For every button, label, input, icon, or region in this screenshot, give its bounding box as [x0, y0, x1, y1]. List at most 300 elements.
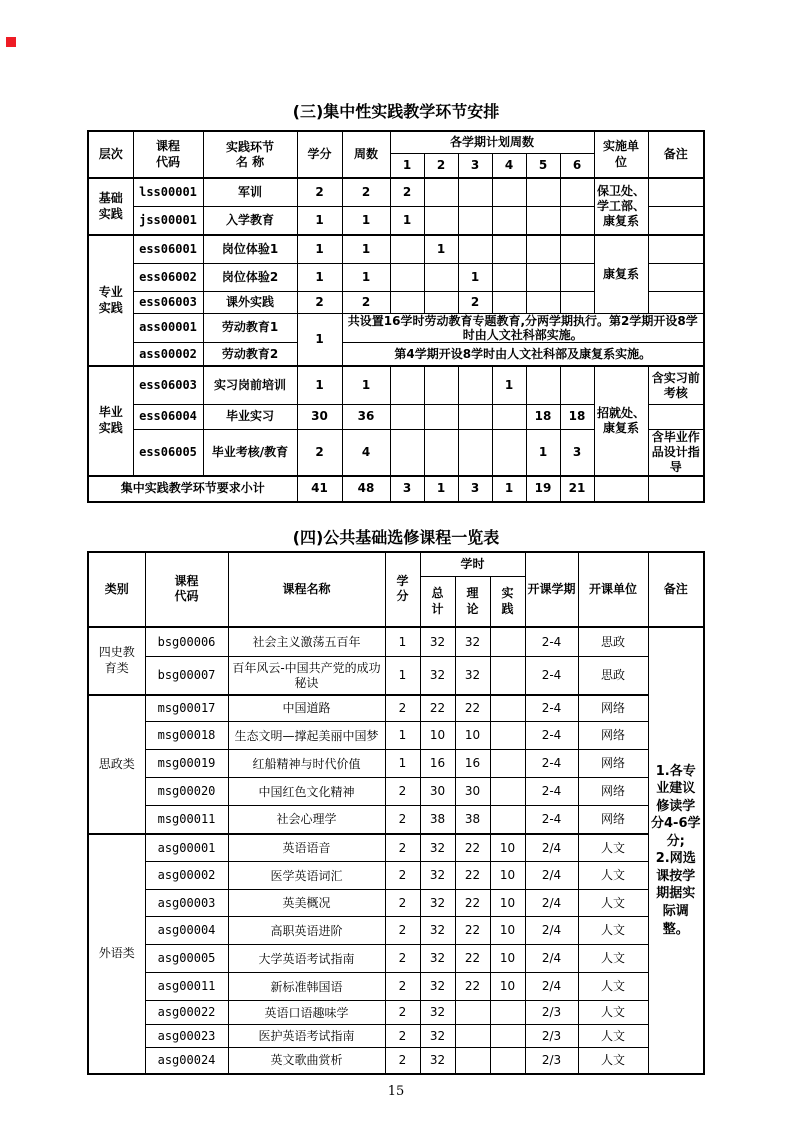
level-label: 专业实践	[98, 285, 123, 315]
elective-courses-table	[87, 551, 705, 1075]
header-course-code	[145, 552, 228, 627]
term-cell: 2/4	[525, 890, 578, 917]
term-cell: 2-4	[525, 627, 578, 657]
header-hours-practice-label: 实践	[501, 585, 514, 616]
sem-cell	[492, 429, 526, 476]
sem-cell	[560, 366, 594, 404]
sem-cell: 1	[424, 235, 458, 263]
sem-cell	[492, 178, 526, 206]
sem-cell: 18	[560, 404, 594, 429]
course-name: 实习岗前培训	[203, 366, 297, 404]
sem-cell: 1	[390, 206, 424, 235]
hours-theory-cell: 22	[455, 695, 490, 722]
course-code: msg00017	[145, 695, 228, 722]
course-name: 英文歌曲赏析	[228, 1048, 385, 1074]
hours-theory-cell: 22	[455, 862, 490, 890]
course-name: 医护英语考试指南	[228, 1025, 385, 1048]
credit-cell: 1	[385, 750, 420, 778]
table-row	[88, 313, 704, 342]
section-title-practice: (三)集中性实践教学环节安排	[292, 102, 500, 121]
remark-cell	[648, 206, 704, 235]
header-hours-theory-label: 理论	[466, 585, 479, 616]
hours-theory-cell: 22	[455, 917, 490, 945]
course-code: ess06005	[133, 429, 203, 476]
sem-cell	[424, 404, 458, 429]
unit-cell: 人文	[578, 1001, 648, 1025]
weeks-cell: 1	[342, 235, 390, 263]
table-row	[88, 945, 704, 973]
hours-total-cell: 32	[420, 1025, 455, 1048]
credit-cell: 2	[385, 945, 420, 973]
course-code: ess06004	[133, 404, 203, 429]
category-cell-waiyu: 外语类	[88, 834, 145, 1074]
subtotal-sem: 3	[390, 476, 424, 502]
course-code: bsg00006	[145, 627, 228, 657]
weeks-cell: 1	[342, 366, 390, 404]
header-sem-4: 4	[492, 153, 526, 178]
sem-cell	[424, 429, 458, 476]
table-row	[88, 1048, 704, 1074]
course-name: 英语语音	[228, 834, 385, 862]
term-cell: 2/4	[525, 834, 578, 862]
weeks-cell: 2	[342, 291, 390, 313]
term-cell: 2/4	[525, 862, 578, 890]
sem-cell	[560, 178, 594, 206]
sem-cell: 2	[458, 291, 492, 313]
course-name: 劳动教育2	[203, 342, 297, 366]
hours-total-cell: 32	[420, 627, 455, 657]
course-code: asg00002	[145, 862, 228, 890]
hours-theory-cell: 22	[455, 973, 490, 1001]
sem-cell	[526, 235, 560, 263]
table-row	[88, 366, 704, 404]
sem-cell	[526, 366, 560, 404]
unit-cell: 网络	[578, 722, 648, 750]
header-practice-name	[203, 131, 297, 178]
course-name: 英美概况	[228, 890, 385, 917]
table-row	[88, 131, 704, 153]
sem-cell	[458, 404, 492, 429]
hours-practice-cell	[490, 1001, 525, 1025]
hours-practice-cell	[490, 695, 525, 722]
header-practice-name-line1: 实践环节	[225, 139, 274, 154]
hours-total-cell: 16	[420, 750, 455, 778]
level-label: 基础实践	[98, 190, 123, 221]
hours-practice-cell	[490, 1025, 525, 1048]
header-hours-total-label: 总计	[431, 585, 444, 616]
table-row	[88, 722, 704, 750]
table-row	[88, 806, 704, 834]
credit-cell: 1	[297, 313, 342, 366]
header-credit: 学分	[297, 131, 342, 178]
credit-cell: 2	[385, 862, 420, 890]
hours-practice-cell: 10	[490, 917, 525, 945]
sem-cell	[560, 235, 594, 263]
credit-cell: 2	[385, 1025, 420, 1048]
term-cell: 2/4	[525, 973, 578, 1001]
course-code: bsg00007	[145, 657, 228, 695]
course-code: ess06001	[133, 235, 203, 263]
unit-cell: 人文	[578, 834, 648, 862]
course-code: asg00005	[145, 945, 228, 973]
credit-cell: 2	[297, 429, 342, 476]
sem-cell	[390, 404, 424, 429]
hours-practice-cell	[490, 722, 525, 750]
sem-cell	[526, 206, 560, 235]
course-code: msg00020	[145, 778, 228, 806]
credit-cell: 2	[385, 917, 420, 945]
course-name: 社会心理学	[228, 806, 385, 834]
sem-cell	[458, 206, 492, 235]
hours-total-cell: 32	[420, 1001, 455, 1025]
sem-cell	[424, 206, 458, 235]
hours-theory-cell: 22	[455, 945, 490, 973]
remark-cell: 含毕业作品设计指导	[648, 429, 704, 476]
unit-cell-basic: 保卫处、学工部、康复系	[594, 178, 648, 235]
sem-cell	[424, 178, 458, 206]
table-row	[88, 750, 704, 778]
table-row	[88, 695, 704, 722]
unit-cell: 思政	[578, 657, 648, 695]
term-cell: 2/4	[525, 917, 578, 945]
remark-cell	[648, 235, 704, 263]
header-credit-label: 学分	[396, 573, 409, 604]
unit-cell: 网络	[578, 778, 648, 806]
hours-practice-cell	[490, 627, 525, 657]
unit-cell-major: 康复系	[594, 235, 648, 313]
sem-cell	[492, 263, 526, 291]
sem-cell	[458, 235, 492, 263]
credit-cell: 1	[385, 657, 420, 695]
table-row	[88, 890, 704, 917]
header-term: 开课学期	[525, 552, 578, 627]
sem-cell	[424, 366, 458, 404]
sem-cell	[458, 366, 492, 404]
subtotal-sem: 19	[526, 476, 560, 502]
hours-practice-cell: 10	[490, 834, 525, 862]
course-name: 毕业实习	[203, 404, 297, 429]
header-unit-label: 实施单位	[603, 138, 640, 169]
course-code: ess06003	[133, 366, 203, 404]
course-name: 生态文明—撑起美丽中国梦	[228, 722, 385, 750]
hours-theory-cell: 22	[455, 834, 490, 862]
course-name: 大学英语考试指南	[228, 945, 385, 973]
course-code: asg00023	[145, 1025, 228, 1048]
remark-note-cell	[648, 627, 704, 1074]
course-name: 毕业考核/教育	[203, 429, 297, 476]
hours-theory-cell: 32	[455, 627, 490, 657]
hours-practice-cell	[490, 806, 525, 834]
course-code: asg00022	[145, 1001, 228, 1025]
unit-cell: 网络	[578, 750, 648, 778]
page-number: 15	[387, 1083, 405, 1099]
header-unit: 开课单位	[578, 552, 648, 627]
sem-cell	[458, 178, 492, 206]
sem-cell	[390, 429, 424, 476]
sem-cell	[390, 291, 424, 313]
sem-cell: 2	[390, 178, 424, 206]
header-sem-2: 2	[424, 153, 458, 178]
credit-cell: 1	[385, 722, 420, 750]
remark-cell	[648, 178, 704, 206]
course-code: ass00002	[133, 342, 203, 366]
table-row	[88, 973, 704, 1001]
category-cell-sizheng: 思政类	[88, 695, 145, 834]
header-sem-3: 3	[458, 153, 492, 178]
hours-theory-cell	[455, 1025, 490, 1048]
credit-cell: 2	[385, 973, 420, 1001]
course-name: 百年风云-中国共产党的成功秘诀	[228, 657, 385, 695]
hours-total-cell: 10	[420, 722, 455, 750]
sem-cell: 1	[492, 366, 526, 404]
sem-cell	[424, 263, 458, 291]
term-cell: 2/3	[525, 1048, 578, 1074]
table-row	[88, 235, 704, 263]
course-code: asg00001	[145, 834, 228, 862]
term-cell: 2-4	[525, 806, 578, 834]
hours-total-cell: 32	[420, 890, 455, 917]
term-cell: 2-4	[525, 750, 578, 778]
header-level: 层次	[88, 131, 133, 178]
remark-cell	[648, 404, 704, 429]
hours-practice-cell: 10	[490, 945, 525, 973]
course-name: 高职英语进阶	[228, 917, 385, 945]
course-code: ess06003	[133, 291, 203, 313]
level-cell-basic	[88, 178, 133, 235]
table-row	[88, 834, 704, 862]
hours-practice-cell: 10	[490, 862, 525, 890]
unit-cell: 人文	[578, 973, 648, 1001]
sem-cell	[390, 366, 424, 404]
hours-total-cell: 32	[420, 862, 455, 890]
course-code: asg00003	[145, 890, 228, 917]
unit-cell: 人文	[578, 890, 648, 917]
hours-total-cell: 22	[420, 695, 455, 722]
hours-theory-cell: 16	[455, 750, 490, 778]
header-plan-weeks: 各学期计划周数	[390, 131, 594, 153]
sem-cell	[560, 291, 594, 313]
credit-cell: 2	[385, 695, 420, 722]
subtotal-sem: 3	[458, 476, 492, 502]
hours-practice-cell: 10	[490, 973, 525, 1001]
unit-cell-grad: 招就处、康复系	[594, 366, 648, 476]
header-practice-name-line2: 名 称	[235, 154, 265, 169]
subtotal-label: 集中实践教学环节要求小计	[88, 476, 297, 502]
credit-cell: 2	[385, 1001, 420, 1025]
hours-theory-cell: 32	[455, 657, 490, 695]
header-unit	[594, 131, 648, 178]
sem-cell	[458, 429, 492, 476]
table-row	[88, 862, 704, 890]
hours-theory-cell	[455, 1001, 490, 1025]
unit-cell: 人文	[578, 862, 648, 890]
credit-cell: 2	[385, 806, 420, 834]
header-course-name: 课程名称	[228, 552, 385, 627]
subtotal-remark	[648, 476, 704, 502]
credit-cell: 2	[385, 834, 420, 862]
hours-total-cell: 32	[420, 1048, 455, 1074]
sem-cell	[492, 291, 526, 313]
hours-practice-cell	[490, 778, 525, 806]
table-row	[88, 1025, 704, 1048]
header-course-code-label: 课程代码	[174, 573, 199, 604]
credit-cell: 2	[385, 778, 420, 806]
course-name: 英语口语趣味学	[228, 1001, 385, 1025]
red-square-marker	[6, 37, 16, 47]
hours-total-cell: 32	[420, 657, 455, 695]
level-cell-grad	[88, 366, 133, 476]
remark-cell	[648, 291, 704, 313]
unit-cell: 人文	[578, 1048, 648, 1074]
course-code: asg00004	[145, 917, 228, 945]
course-name: 中国红色文化精神	[228, 778, 385, 806]
sem-cell	[526, 291, 560, 313]
credit-cell: 1	[297, 263, 342, 291]
header-hours: 学时	[420, 552, 525, 577]
course-name: 岗位体验2	[203, 263, 297, 291]
table-row	[88, 657, 704, 695]
term-cell: 2/4	[525, 945, 578, 973]
credit-cell: 1	[297, 235, 342, 263]
hours-practice-cell	[490, 750, 525, 778]
header-credit	[385, 552, 420, 627]
remark-note-line1: 1.各专业建议修读学分4-6学分;	[651, 763, 701, 849]
category-cell-sishi	[88, 627, 145, 695]
credit-cell: 1	[385, 627, 420, 657]
header-course-code	[133, 131, 203, 178]
credit-cell: 30	[297, 404, 342, 429]
table-row	[88, 476, 704, 502]
sem-cell: 18	[526, 404, 560, 429]
unit-cell: 人文	[578, 917, 648, 945]
credit-cell: 2	[385, 890, 420, 917]
credit-cell: 2	[297, 291, 342, 313]
course-code: asg00024	[145, 1048, 228, 1074]
header-course-code-label: 课程代码	[155, 138, 180, 169]
course-name: 军训	[203, 178, 297, 206]
hours-total-cell: 32	[420, 834, 455, 862]
category-label: 四史教育类	[98, 645, 135, 675]
course-name: 中国道路	[228, 695, 385, 722]
sem-cell	[560, 206, 594, 235]
weeks-cell: 1	[342, 263, 390, 291]
course-code: ass00001	[133, 313, 203, 342]
subtotal-weeks: 48	[342, 476, 390, 502]
hours-total-cell: 32	[420, 917, 455, 945]
course-name: 入学教育	[203, 206, 297, 235]
unit-cell: 人文	[578, 1025, 648, 1048]
weeks-cell: 4	[342, 429, 390, 476]
header-sem-1: 1	[390, 153, 424, 178]
term-cell: 2-4	[525, 722, 578, 750]
labor-education-note-1: 共设置16学时劳动教育专题教育,分两学期执行。第2学期开设8学时由人文社科部实施。	[342, 313, 704, 342]
course-name: 社会主义激荡五百年	[228, 627, 385, 657]
header-hours-practice	[490, 577, 525, 627]
section-title-electives: (四)公共基础选修课程一览表	[292, 527, 500, 547]
sem-cell	[492, 404, 526, 429]
labor-education-note-2: 第4学期开设8学时由人文社科部及康复系实施。	[342, 342, 704, 366]
subtotal-credit: 41	[297, 476, 342, 502]
header-category: 类别	[88, 552, 145, 627]
sem-cell	[526, 263, 560, 291]
unit-cell: 网络	[578, 695, 648, 722]
hours-theory-cell: 22	[455, 890, 490, 917]
credit-cell: 2	[297, 178, 342, 206]
header-sem-5: 5	[526, 153, 560, 178]
subtotal-unit	[594, 476, 648, 502]
weeks-cell: 36	[342, 404, 390, 429]
sem-cell: 1	[526, 429, 560, 476]
course-code: msg00019	[145, 750, 228, 778]
hours-theory-cell: 30	[455, 778, 490, 806]
remark-note-line2: 2.网选课按学期据实际调整。	[655, 851, 696, 937]
sem-cell: 1	[458, 263, 492, 291]
table-row	[88, 627, 704, 657]
sem-cell: 3	[560, 429, 594, 476]
level-label: 毕业实践	[98, 405, 123, 436]
sem-cell	[492, 235, 526, 263]
unit-cell: 人文	[578, 945, 648, 973]
course-name: 红船精神与时代价值	[228, 750, 385, 778]
header-remark: 备注	[648, 131, 704, 178]
table-row	[88, 178, 704, 206]
level-cell-major	[88, 235, 133, 366]
course-name: 医学英语词汇	[228, 862, 385, 890]
weeks-cell: 1	[342, 206, 390, 235]
course-name: 课外实践	[203, 291, 297, 313]
header-weeks: 周数	[342, 131, 390, 178]
sem-cell	[390, 235, 424, 263]
table-row	[88, 342, 704, 366]
sem-cell	[560, 263, 594, 291]
course-code: msg00018	[145, 722, 228, 750]
hours-theory-cell: 38	[455, 806, 490, 834]
header-hours-theory	[455, 577, 490, 627]
course-code: msg00011	[145, 806, 228, 834]
course-code: jss00001	[133, 206, 203, 235]
term-cell: 2-4	[525, 657, 578, 695]
course-name: 新标准韩国语	[228, 973, 385, 1001]
hours-practice-cell	[490, 657, 525, 695]
hours-total-cell: 38	[420, 806, 455, 834]
term-cell: 2-4	[525, 695, 578, 722]
hours-total-cell: 32	[420, 945, 455, 973]
credit-cell: 2	[385, 1048, 420, 1074]
course-code: ess06002	[133, 263, 203, 291]
hours-theory-cell	[455, 1048, 490, 1074]
table-row	[88, 917, 704, 945]
hours-practice-cell	[490, 1048, 525, 1074]
term-cell: 2/3	[525, 1001, 578, 1025]
header-remark: 备注	[648, 552, 704, 627]
table-row	[88, 1001, 704, 1025]
header-hours-total	[420, 577, 455, 627]
header-sem-6: 6	[560, 153, 594, 178]
course-name: 劳动教育1	[203, 313, 297, 342]
course-code: lss00001	[133, 178, 203, 206]
practice-schedule-table	[87, 130, 705, 503]
course-name: 岗位体验1	[203, 235, 297, 263]
subtotal-sem: 21	[560, 476, 594, 502]
hours-practice-cell: 10	[490, 890, 525, 917]
weeks-cell: 2	[342, 178, 390, 206]
hours-total-cell: 32	[420, 973, 455, 1001]
term-cell: 2-4	[525, 778, 578, 806]
unit-cell: 思政	[578, 627, 648, 657]
unit-cell: 网络	[578, 806, 648, 834]
subtotal-sem: 1	[424, 476, 458, 502]
remark-cell	[648, 263, 704, 291]
